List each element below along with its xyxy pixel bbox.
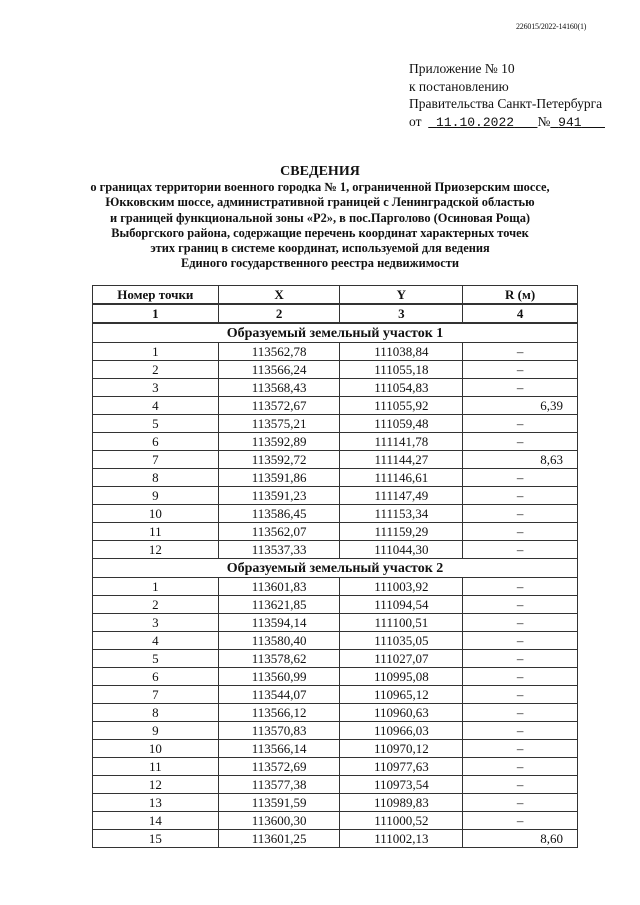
cell-y: 111147,49 bbox=[340, 487, 463, 505]
cell-point-number: 5 bbox=[93, 650, 219, 668]
cell-y: 111059,48 bbox=[340, 415, 463, 433]
cell-y: 111000,52 bbox=[340, 812, 463, 830]
appendix-date-line bbox=[409, 113, 605, 132]
table-row bbox=[93, 487, 578, 505]
table-row bbox=[93, 722, 578, 740]
cell-radius: – bbox=[463, 578, 578, 596]
cell-y: 111044,30 bbox=[340, 541, 463, 559]
table-row bbox=[93, 397, 578, 415]
column-number-row bbox=[93, 304, 578, 323]
table-header-row bbox=[93, 286, 578, 305]
table-row bbox=[93, 830, 578, 848]
cell-x: 113572,67 bbox=[218, 397, 340, 415]
cell-x: 113572,69 bbox=[218, 758, 340, 776]
cell-radius: – bbox=[463, 632, 578, 650]
cell-y: 111144,27 bbox=[340, 451, 463, 469]
table-row bbox=[93, 758, 578, 776]
cell-point-number: 8 bbox=[93, 704, 219, 722]
table-row bbox=[93, 650, 578, 668]
cell-y: 111055,18 bbox=[340, 361, 463, 379]
cell-point-number: 9 bbox=[93, 487, 219, 505]
table-row bbox=[93, 433, 578, 451]
subtitle-line: этих границ в системе координат, используемой для ведения bbox=[150, 241, 490, 256]
cell-point-number: 3 bbox=[93, 379, 219, 397]
table-row bbox=[93, 415, 578, 433]
cell-radius: – bbox=[463, 505, 578, 523]
subtitle-line: о границах территории военного городка № 1, ограниченной Приозерским шоссе, bbox=[90, 180, 550, 194]
cell-radius: – bbox=[463, 776, 578, 794]
table-row bbox=[93, 343, 578, 361]
table-row bbox=[93, 541, 578, 559]
cell-x: 113560,99 bbox=[218, 668, 340, 686]
cell-y: 110965,12 bbox=[340, 686, 463, 704]
cell-x: 113537,33 bbox=[218, 541, 340, 559]
cell-y: 110970,12 bbox=[340, 740, 463, 758]
cell-x: 113594,14 bbox=[218, 614, 340, 632]
header-radius: R (м) bbox=[463, 286, 578, 305]
subtitle-line: Единого государственного реестра недвижимости bbox=[181, 256, 459, 271]
cell-radius: – bbox=[463, 415, 578, 433]
cell-point-number: 2 bbox=[93, 361, 219, 379]
cell-radius: – bbox=[463, 541, 578, 559]
column-number: 1 bbox=[93, 304, 219, 323]
cell-y: 111027,07 bbox=[340, 650, 463, 668]
header-x: X bbox=[218, 286, 340, 305]
cell-x: 113566,14 bbox=[218, 740, 340, 758]
cell-radius: 8,60 bbox=[463, 830, 578, 848]
cell-radius: – bbox=[463, 343, 578, 361]
number-label: № bbox=[537, 113, 551, 129]
table-row bbox=[93, 740, 578, 758]
cell-radius: – bbox=[463, 523, 578, 541]
document-title: СВЕДЕНИЯ bbox=[280, 164, 360, 179]
table-row bbox=[93, 668, 578, 686]
appendix-line-1: Приложение № 10 bbox=[409, 61, 515, 76]
cell-radius: – bbox=[463, 487, 578, 505]
cell-y: 111055,92 bbox=[340, 397, 463, 415]
cell-y: 111054,83 bbox=[340, 379, 463, 397]
table-row bbox=[93, 469, 578, 487]
appendix-block bbox=[409, 60, 605, 131]
cell-point-number: 10 bbox=[93, 505, 219, 523]
cell-x: 113544,07 bbox=[218, 686, 340, 704]
table-row bbox=[93, 776, 578, 794]
cell-x: 113621,85 bbox=[218, 596, 340, 614]
table-row bbox=[93, 505, 578, 523]
cell-point-number: 15 bbox=[93, 830, 219, 848]
cell-radius: – bbox=[463, 614, 578, 632]
cell-x: 113566,24 bbox=[218, 361, 340, 379]
cell-x: 113591,23 bbox=[218, 487, 340, 505]
cell-y: 111035,05 bbox=[340, 632, 463, 650]
cell-x: 113562,07 bbox=[218, 523, 340, 541]
cell-point-number: 8 bbox=[93, 469, 219, 487]
from-label: от bbox=[409, 113, 422, 129]
cell-radius: – bbox=[463, 740, 578, 758]
cell-point-number: 13 bbox=[93, 794, 219, 812]
table-row bbox=[93, 596, 578, 614]
column-number: 3 bbox=[340, 304, 463, 323]
cell-point-number: 1 bbox=[93, 343, 219, 361]
cell-point-number: 10 bbox=[93, 740, 219, 758]
cell-radius: – bbox=[463, 704, 578, 722]
subtitle-line: Выборгского района, содержащие перечень координат характерных точек bbox=[111, 225, 529, 240]
cell-radius: – bbox=[463, 650, 578, 668]
table-row bbox=[93, 379, 578, 397]
document-subtitle bbox=[90, 180, 550, 272]
cell-x: 113562,78 bbox=[218, 343, 340, 361]
cell-radius: – bbox=[463, 668, 578, 686]
section-title: Образуемый земельный участок 2 bbox=[93, 559, 578, 578]
table-body bbox=[93, 323, 578, 848]
appendix-line-3: Правительства Санкт-Петербурга bbox=[409, 96, 603, 111]
cell-y: 111094,54 bbox=[340, 596, 463, 614]
cell-radius: – bbox=[463, 794, 578, 812]
table-row bbox=[93, 686, 578, 704]
cell-point-number: 11 bbox=[93, 523, 219, 541]
cell-radius: – bbox=[463, 469, 578, 487]
cell-y: 110995,08 bbox=[340, 668, 463, 686]
cell-point-number: 9 bbox=[93, 722, 219, 740]
cell-radius: 6,39 bbox=[463, 397, 578, 415]
table-row bbox=[93, 812, 578, 830]
cell-point-number: 5 bbox=[93, 415, 219, 433]
cell-point-number: 7 bbox=[93, 686, 219, 704]
table-row bbox=[93, 614, 578, 632]
column-number: 4 bbox=[463, 304, 578, 323]
cell-radius: – bbox=[463, 812, 578, 830]
cell-point-number: 2 bbox=[93, 596, 219, 614]
section-header-row bbox=[93, 559, 578, 578]
cell-point-number: 12 bbox=[93, 541, 219, 559]
cell-y: 110966,03 bbox=[340, 722, 463, 740]
cell-x: 113586,45 bbox=[218, 505, 340, 523]
cell-point-number: 14 bbox=[93, 812, 219, 830]
cell-point-number: 12 bbox=[93, 776, 219, 794]
cell-x: 113577,38 bbox=[218, 776, 340, 794]
cell-point-number: 4 bbox=[93, 632, 219, 650]
cell-y: 111100,51 bbox=[340, 614, 463, 632]
cell-radius: – bbox=[463, 379, 578, 397]
column-number: 2 bbox=[218, 304, 340, 323]
cell-y: 110977,63 bbox=[340, 758, 463, 776]
cell-x: 113591,86 bbox=[218, 469, 340, 487]
cell-radius: – bbox=[463, 686, 578, 704]
cell-x: 113566,12 bbox=[218, 704, 340, 722]
decree-number: 941 bbox=[558, 114, 582, 130]
cell-point-number: 11 bbox=[93, 758, 219, 776]
table-row bbox=[93, 361, 578, 379]
table-row bbox=[93, 794, 578, 812]
cell-point-number: 1 bbox=[93, 578, 219, 596]
coordinates-table bbox=[92, 285, 578, 848]
section-header-row bbox=[93, 323, 578, 343]
table-row bbox=[93, 632, 578, 650]
subtitle-line: Юкковским шоссе, административной границей с Ленинградской областью bbox=[105, 195, 535, 210]
document-registration-number: 226015/2022-14160(1) bbox=[516, 22, 587, 31]
table-row bbox=[93, 704, 578, 722]
cell-radius: – bbox=[463, 361, 578, 379]
table-row bbox=[93, 451, 578, 469]
decree-date: 11.10.2022 bbox=[436, 114, 515, 130]
header-y: Y bbox=[340, 286, 463, 305]
cell-x: 113592,89 bbox=[218, 433, 340, 451]
cell-point-number: 4 bbox=[93, 397, 219, 415]
cell-x: 113601,25 bbox=[218, 830, 340, 848]
cell-point-number: 6 bbox=[93, 668, 219, 686]
cell-y: 110989,83 bbox=[340, 794, 463, 812]
subtitle-line: и границей функциональной зоны «Р2», в пос.Парголово (Осиновая Роща) bbox=[109, 210, 531, 225]
cell-x: 113591,59 bbox=[218, 794, 340, 812]
cell-x: 113578,62 bbox=[218, 650, 340, 668]
cell-point-number: 3 bbox=[93, 614, 219, 632]
table-row bbox=[93, 578, 578, 596]
cell-y: 111146,61 bbox=[340, 469, 463, 487]
cell-y: 110960,63 bbox=[340, 704, 463, 722]
cell-x: 113580,40 bbox=[218, 632, 340, 650]
cell-y: 111159,29 bbox=[340, 523, 463, 541]
cell-y: 111153,34 bbox=[340, 505, 463, 523]
cell-y: 110973,54 bbox=[340, 776, 463, 794]
cell-x: 113570,83 bbox=[218, 722, 340, 740]
cell-y: 111003,92 bbox=[340, 578, 463, 596]
table-row bbox=[93, 523, 578, 541]
cell-y: 111002,13 bbox=[340, 830, 463, 848]
header-point-number: Номер точки bbox=[93, 286, 219, 305]
cell-point-number: 6 bbox=[93, 433, 219, 451]
cell-x: 113600,30 bbox=[218, 812, 340, 830]
cell-y: 111038,84 bbox=[340, 343, 463, 361]
cell-x: 113592,72 bbox=[218, 451, 340, 469]
cell-x: 113575,21 bbox=[218, 415, 340, 433]
cell-y: 111141,78 bbox=[340, 433, 463, 451]
cell-radius: – bbox=[463, 596, 578, 614]
cell-radius: – bbox=[463, 758, 578, 776]
cell-point-number: 7 bbox=[93, 451, 219, 469]
cell-x: 113601,83 bbox=[218, 578, 340, 596]
cell-x: 113568,43 bbox=[218, 379, 340, 397]
appendix-line-2: к постановлению bbox=[409, 78, 509, 94]
cell-radius: – bbox=[463, 433, 578, 451]
cell-radius: 8,63 bbox=[463, 451, 578, 469]
section-title: Образуемый земельный участок 1 bbox=[93, 323, 578, 343]
cell-radius: – bbox=[463, 722, 578, 740]
